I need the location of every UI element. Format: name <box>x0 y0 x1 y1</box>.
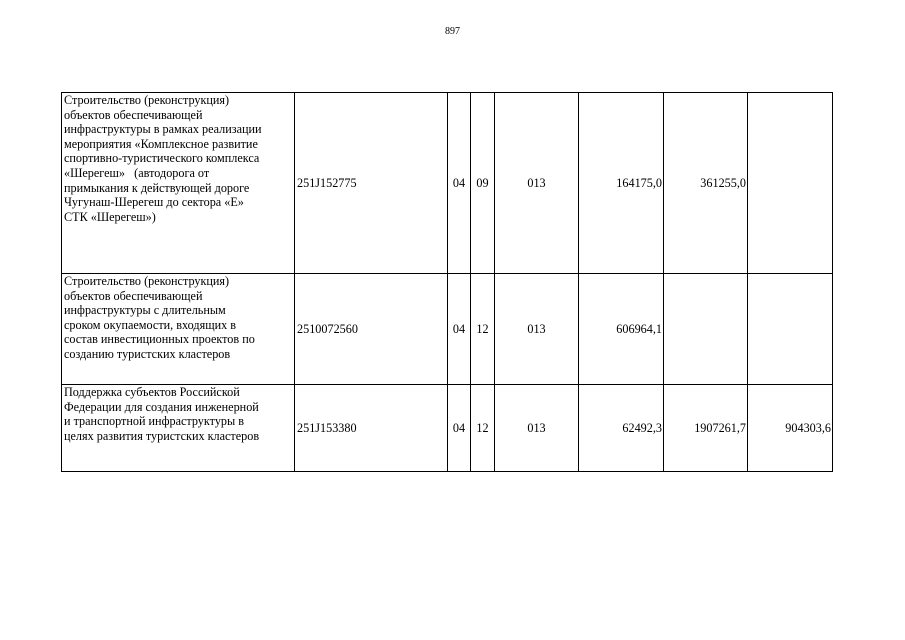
expense-name-cell <box>62 93 295 274</box>
amount-3-cell <box>748 93 833 274</box>
table-row <box>62 93 833 274</box>
expense-name-line: сроком окупаемости, входящих в <box>64 317 236 332</box>
amount-2-cell: 361255,0 <box>664 93 748 274</box>
table-row <box>62 385 833 472</box>
target-code-cell: 2510072560 <box>295 274 448 385</box>
expense-type-cell: 013 <box>495 274 579 385</box>
expense-name-line: состав инвестиционных проектов по <box>64 332 255 347</box>
expense-name-line: созданию туристских кластеров <box>64 346 231 361</box>
expense-name-line: инфраструктуры с длительным <box>64 303 226 318</box>
expense-name-line: объектов обеспечивающей <box>64 107 203 122</box>
page-number: 897 <box>445 26 460 37</box>
amount-1-cell: 164175,0 <box>579 93 664 274</box>
subsection-cell: 12 <box>471 274 495 385</box>
expense-name-line: объектов обеспечивающей <box>64 288 203 303</box>
amount-2-cell <box>664 274 748 385</box>
expense-name-line: «Шерегеш» (автодорога от <box>64 165 210 180</box>
expense-type-cell: 013 <box>495 385 579 472</box>
expense-name-line: целях развития туристских кластеров <box>64 428 260 443</box>
expense-name-line: Поддержка субъектов Российской <box>64 385 240 399</box>
expense-name-line: инфраструктуры в рамках реализации <box>64 122 262 137</box>
amount-2-cell: 1907261,7 <box>664 385 748 472</box>
target-code-cell: 251J153380 <box>295 385 448 472</box>
amount-1-cell: 62492,3 <box>579 385 664 472</box>
expense-name-line: и транспортной инфраструктуры в <box>64 414 244 429</box>
expense-type-cell: 013 <box>495 93 579 274</box>
expense-name-line: спортивно-туристического комплекса <box>64 151 260 166</box>
section-cell: 04 <box>448 274 471 385</box>
table-row <box>62 274 833 385</box>
amount-3-cell: 904303,6 <box>748 385 833 472</box>
section-cell: 04 <box>448 93 471 274</box>
amount-3-cell <box>748 274 833 385</box>
subsection-cell: 12 <box>471 385 495 472</box>
expense-name-line: СТК «Шерегеш») <box>64 209 156 224</box>
expense-name-line: Строительство (реконструкция) <box>64 274 230 288</box>
subsection-cell: 09 <box>471 93 495 274</box>
expense-name-cell <box>62 274 295 385</box>
expense-name-line: Чугунаш-Шерегеш до сектора «Е» <box>64 195 244 210</box>
expense-name-line: Строительство (реконструкция) <box>64 93 230 107</box>
expense-name-line: примыкания к действующей дороге <box>64 180 250 195</box>
amount-1-cell: 606964,1 <box>579 274 664 385</box>
expense-name-cell <box>62 385 295 472</box>
target-code-cell: 251J152775 <box>295 93 448 274</box>
section-cell: 04 <box>448 385 471 472</box>
budget-table <box>61 92 833 472</box>
expense-name-line: Федерации для создания инженерной <box>64 399 259 414</box>
expense-name-line: мероприятия «Комплексное развитие <box>64 136 258 151</box>
